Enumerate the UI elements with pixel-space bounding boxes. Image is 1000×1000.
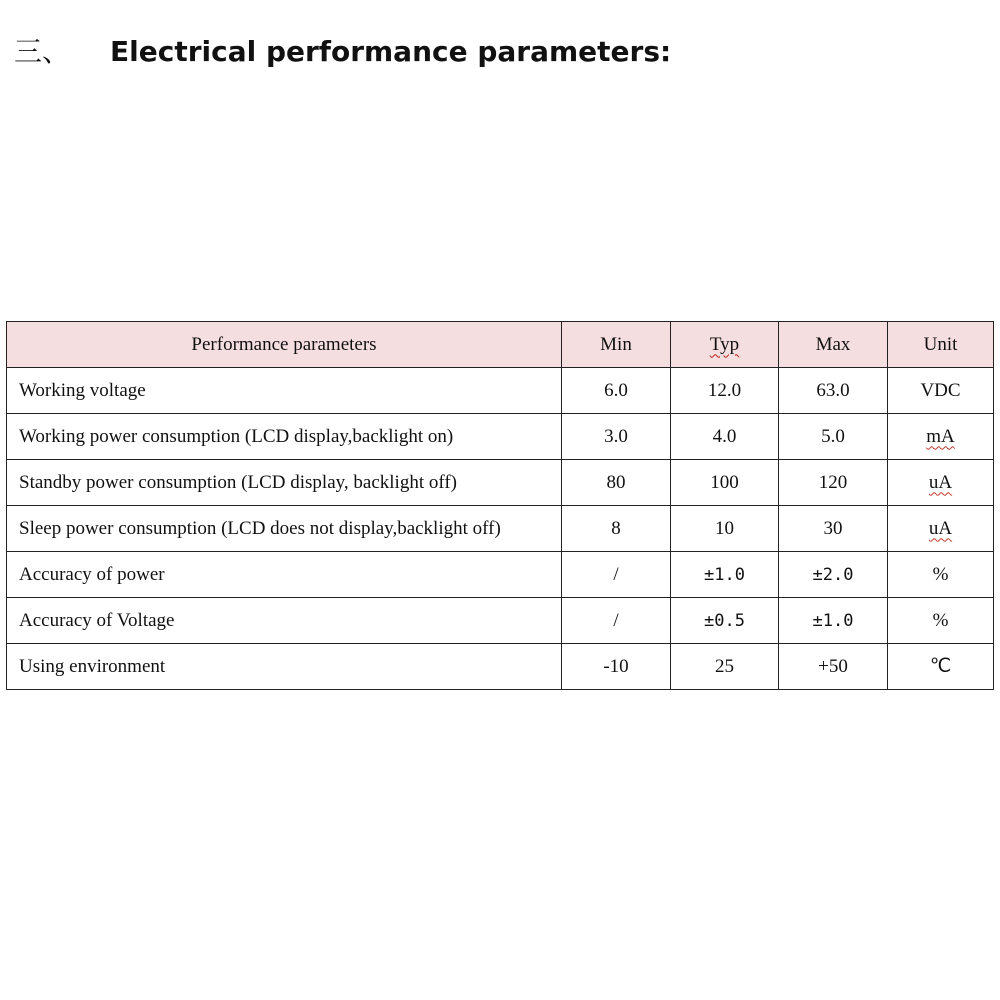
row-min: / [562,598,671,644]
row-max: +50 [779,644,888,690]
electrical-parameters-table [6,321,994,690]
row-unit: uA [888,506,994,552]
row-max: ±2.0 [779,552,888,598]
table-row [7,598,994,644]
row-min: / [562,552,671,598]
header-typ: Typ [671,322,779,368]
table-header-row [7,322,994,368]
row-unit: % [888,598,994,644]
table-row [7,460,994,506]
table-row [7,552,994,598]
row-min: 80 [562,460,671,506]
row-name: Accuracy of power [7,552,562,598]
row-name: Working power consumption (LCD display,backlight on) [7,414,562,460]
section-number: 三、 [14,35,71,68]
row-max: 5.0 [779,414,888,460]
table-row [7,414,994,460]
row-unit: mA [888,414,994,460]
row-typ: ±1.0 [671,552,779,598]
row-typ: 100 [671,460,779,506]
section-heading [14,30,671,70]
row-typ: 10 [671,506,779,552]
row-name: Working voltage [7,368,562,414]
header-min: Min [562,322,671,368]
row-unit: VDC [888,368,994,414]
row-typ: 12.0 [671,368,779,414]
section-title: Electrical performance parameters: [110,35,672,68]
row-unit: ℃ [888,644,994,690]
row-max: 120 [779,460,888,506]
row-min: 3.0 [562,414,671,460]
row-typ: ±0.5 [671,598,779,644]
row-typ: 25 [671,644,779,690]
row-name: Using environment [7,644,562,690]
table-row [7,368,994,414]
row-typ: 4.0 [671,414,779,460]
row-unit: uA [888,460,994,506]
row-name: Accuracy of Voltage [7,598,562,644]
row-min: 6.0 [562,368,671,414]
header-performance-parameters: Performance parameters [7,322,562,368]
row-min: -10 [562,644,671,690]
header-unit: Unit [888,322,994,368]
header-max: Max [779,322,888,368]
table-row [7,644,994,690]
row-max: 30 [779,506,888,552]
table-row [7,506,994,552]
row-max: 63.0 [779,368,888,414]
row-name: Standby power consumption (LCD display, backlight off) [7,460,562,506]
row-name: Sleep power consumption (LCD does not display,backlight off) [7,506,562,552]
row-min: 8 [562,506,671,552]
row-max: ±1.0 [779,598,888,644]
row-unit: % [888,552,994,598]
